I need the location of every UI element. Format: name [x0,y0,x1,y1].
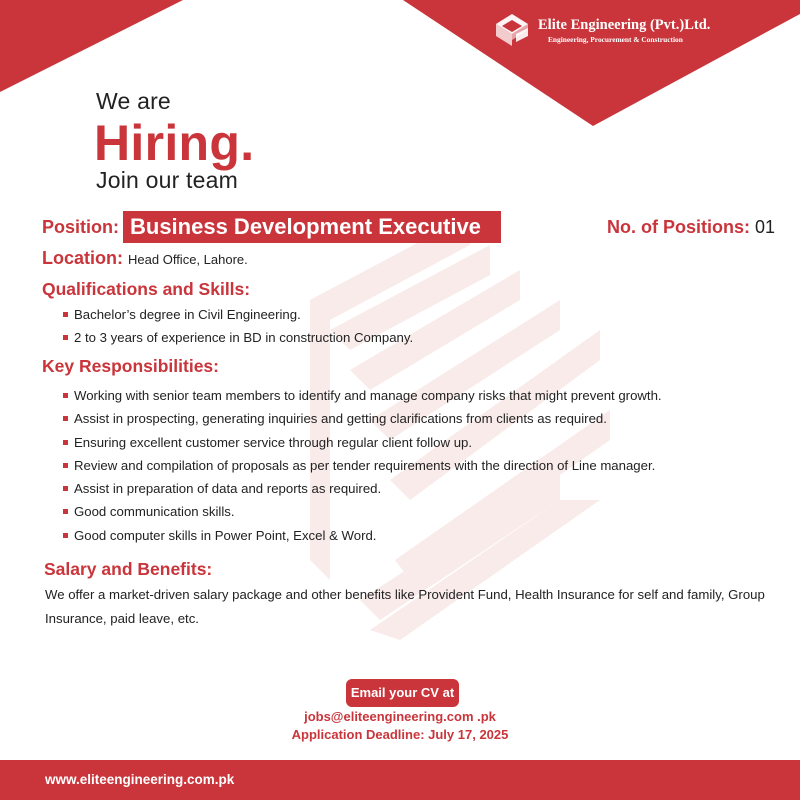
salary-description: We offer a market-driven salary package and other benefits like Provident Fund, Health Insurance for self and family, Group Insurance, paid leave, etc. [45,587,765,626]
company-tagline: Engineering, Procurement & Construction [548,35,683,44]
headline-sub: Join our team [96,167,238,193]
qualifications-heading: Qualifications and Skills: [42,279,251,299]
list-item: Assist in prospecting, generating inquiries and getting clarifications from clients as required. [63,410,662,433]
positions-count-value: 01 [755,217,776,237]
location-value: Head Office, Lahore. [128,252,248,267]
list-item: Assist in preparation of data and reports as required. [63,480,662,503]
bullet-icon [63,463,68,468]
positions-count [607,217,775,238]
qualifications-list [63,306,413,353]
headline-intro: We are [96,88,171,114]
list-item: Good computer skills in Power Point, Excel & Word. [63,527,662,550]
bullet-icon [63,533,68,538]
location [42,248,248,269]
list-item: Bachelor’s degree in Civil Engineering. [63,306,413,329]
bullet-icon [63,509,68,514]
application-deadline: Application Deadline: July 17, 2025 [291,727,509,742]
positions-count-label: No. of Positions: [607,217,750,237]
company-logo [494,12,734,52]
list-item: Working with senior team members to identify and manage company risks that might prevent growth. [63,387,662,410]
company-name: Elite Engineering (Pvt.)Ltd. [538,17,711,33]
email-cv-button[interactable]: Email your CV at [346,679,459,707]
location-label: Location: [42,248,123,268]
list-item: Review and compilation of proposals as per tender requirements with the direction of Line manager. [63,457,662,480]
headline-main: Hiring. [94,115,255,171]
bullet-icon [63,393,68,398]
bullet-icon [63,416,68,421]
position-title: Business Development Executive [123,211,501,243]
bullet-icon [63,440,68,445]
top-left-corner-shape [0,0,183,92]
responsibilities-list [63,387,662,550]
list-item: Ensuring excellent customer service through regular client follow up. [63,434,662,457]
bullet-icon [63,312,68,317]
position-label: Position: [42,217,119,237]
list-item: Good communication skills. [63,503,662,526]
salary-heading: Salary and Benefits: [44,559,213,579]
website-link[interactable]: www.eliteengineering.com.pk [45,772,235,787]
bullet-icon [63,486,68,491]
footer-bar [0,760,800,800]
apply-email-link[interactable]: jobs@eliteengineering.com .pk [304,709,496,724]
list-item: 2 to 3 years of experience in BD in construction Company. [63,329,413,352]
bullet-icon [63,335,68,340]
responsibilities-heading: Key Responsibilities: [42,356,219,376]
elite-e-logo-icon [494,12,530,48]
